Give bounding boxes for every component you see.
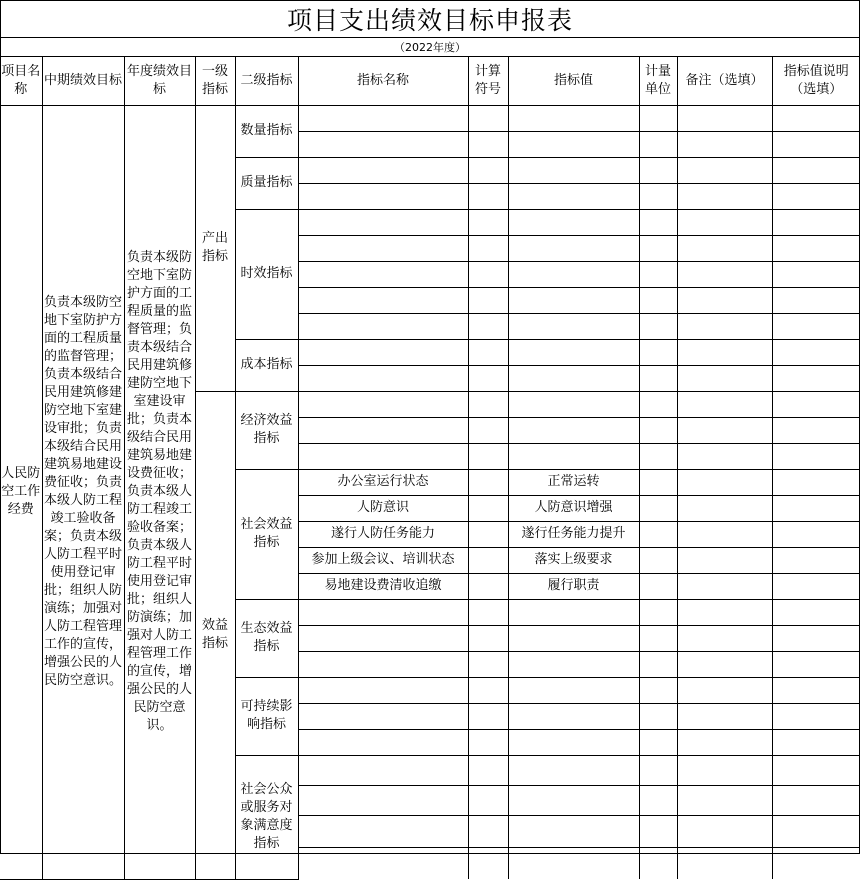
level2-social-cell: 社会效益指标 xyxy=(235,469,298,599)
header-annual-goal: 年度绩效目标 xyxy=(124,57,195,105)
annual-goal-cell: 负责本级防空地下室防护方面的工程质量的监督管理；负责本级结合民用建筑修建防空地下室建设审批；负责本级结合民用建筑易地建设费征收；负责本级人防工程竣工验收备案；负责本级人防工程平时使用登记审批；组织人防演练；加强对人防工程管理工作的宣传，增强公民的人民防空意识。 xyxy=(124,105,195,879)
social-value-3: 落实上级要求 xyxy=(508,547,639,573)
social-value-2: 遂行任务能力提升 xyxy=(508,521,639,547)
social-value-0: 正常运转 xyxy=(508,469,639,495)
social-name-1: 人防意识 xyxy=(298,495,468,521)
level2-ecological-cell: 生态效益指标 xyxy=(235,599,298,677)
header-indicator-name: 指标名称 xyxy=(298,57,468,105)
header-calc-symbol: 计算符号 xyxy=(468,57,508,105)
level2-timeliness-cell: 时效指标 xyxy=(235,209,298,339)
header-level2: 二级指标 xyxy=(235,57,298,105)
social-name-3: 参加上级会议、培训状态 xyxy=(298,547,468,573)
header-value-note: 指标值说明（选填） xyxy=(772,57,860,105)
social-value-1: 人防意识增强 xyxy=(508,495,639,521)
level2-cost-cell: 成本指标 xyxy=(235,339,298,391)
performance-table xyxy=(0,57,860,880)
header-row xyxy=(0,57,860,105)
project-name-cell: 人民防空工作经费 xyxy=(0,105,42,879)
level1-output-cell: 产出指标 xyxy=(195,105,235,391)
mid-goal-cell: 负责本级防空地下室防护方面的工程质量的监督管理；负责本级结合民用建筑修建防空地下室建设审批；负责本级结合民用建筑易地建设费征收；负责本级人防工程竣工验收备案；负责本级人防工程平时使用登记审批；组织人防演练；加强对人防工程管理工作的宣传，增强公民的人民防空意识。 xyxy=(42,105,124,879)
header-remark: 备注（选填） xyxy=(677,57,772,105)
level2-sustainable-cell: 可持续影响指标 xyxy=(235,677,298,755)
level1-benefit-cell: 效益指标 xyxy=(195,391,235,879)
social-value-4: 履行职责 xyxy=(508,573,639,599)
header-level1: 一级指标 xyxy=(195,57,235,105)
header-project: 项目名称 xyxy=(0,57,42,105)
social-name-4: 易地建设费清收追缴 xyxy=(298,573,468,599)
header-mid-goal: 中期绩效目标 xyxy=(42,57,124,105)
page-title: 项目支出绩效目标申报表 xyxy=(0,0,860,38)
header-unit: 计量单位 xyxy=(639,57,677,105)
level2-quality-cell: 质量指标 xyxy=(235,157,298,209)
social-name-0: 办公室运行状态 xyxy=(298,469,468,495)
table-row xyxy=(0,105,860,131)
social-name-2: 遂行人防任务能力 xyxy=(298,521,468,547)
year-subtitle: （2022年度） xyxy=(0,38,860,57)
level2-satisfaction-cell: 社会公众或服务对象满意度指标 xyxy=(235,755,298,879)
header-indicator-value: 指标值 xyxy=(508,57,639,105)
level2-economic-cell: 经济效益指标 xyxy=(235,391,298,469)
level2-quantity-cell: 数量指标 xyxy=(235,105,298,157)
